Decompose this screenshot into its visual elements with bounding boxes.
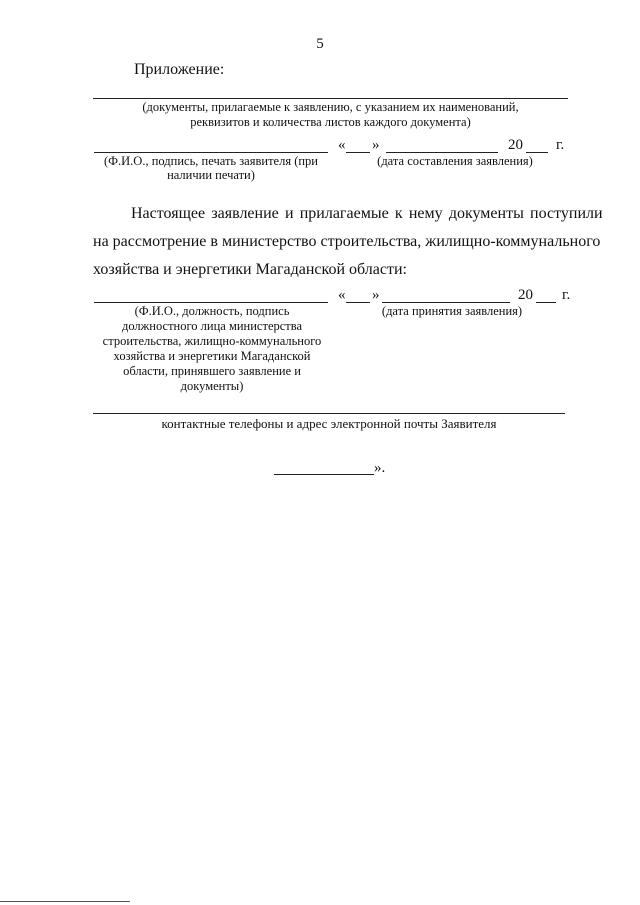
received-month-line[interactable] [382,302,510,303]
documents-caption-line2: реквизитов и количества листов каждого документа) [190,115,471,129]
statement-line2: на рассмотрение в министерство строительства, жилищно-коммунального [93,233,601,250]
applicant-caption-line2: наличии печати) [167,168,255,182]
received-date-caption: (дата принятия заявления) [381,304,523,318]
documents-caption-line1: (документы, прилагаемые к заявлению, с указанием их наименований, [142,100,519,114]
day-line[interactable] [346,152,370,153]
official-caption-line: должностного лица министерства [121,319,303,333]
official-caption-line: области, принявшего заявление и [123,364,301,378]
statement-line1: Настоящее заявление и прилагаемые к нему документы поступили [131,205,603,222]
date-close-quote: » [372,137,380,153]
closing-mark: ». [374,460,386,476]
contacts-line[interactable] [93,413,565,414]
applicant-signature-line[interactable] [94,152,328,153]
received-year-prefix: 20 [518,287,533,303]
year-suffix: г. [556,137,565,153]
applicant-caption-line1: (Ф.И.О., подпись, печать заявителя (при [103,154,318,168]
received-date-close-quote: » [372,287,380,303]
official-caption-line: документы) [180,379,244,393]
year-line[interactable] [526,152,548,153]
official-signature-line[interactable] [94,302,328,303]
closing-line[interactable] [274,474,374,475]
received-year-suffix: г. [562,287,571,303]
statement-line3: хозяйства и энергетики Магаданской области: [93,261,407,278]
documents-line[interactable] [93,98,568,99]
official-caption [96,304,328,394]
page-number: 5 [316,36,324,52]
official-caption-line: строительства, жилищно-коммунального [102,334,322,348]
appendix-label: Приложение: [134,61,225,78]
received-day-line[interactable] [346,302,370,303]
date-open-quote: « [338,137,346,153]
year-prefix: 20 [508,137,523,153]
compiled-date-caption: (дата составления заявления) [377,154,533,168]
received-year-line[interactable] [536,302,556,303]
official-caption-line: хозяйства и энергетики Магаданской [113,349,311,363]
month-line[interactable] [386,152,498,153]
footer-rule [0,901,130,902]
contacts-caption: контактные телефоны и адрес электронной почты Заявителя [161,416,497,431]
official-caption-line: (Ф.И.О., должность, подпись [134,304,290,318]
received-date-open-quote: « [338,287,346,303]
